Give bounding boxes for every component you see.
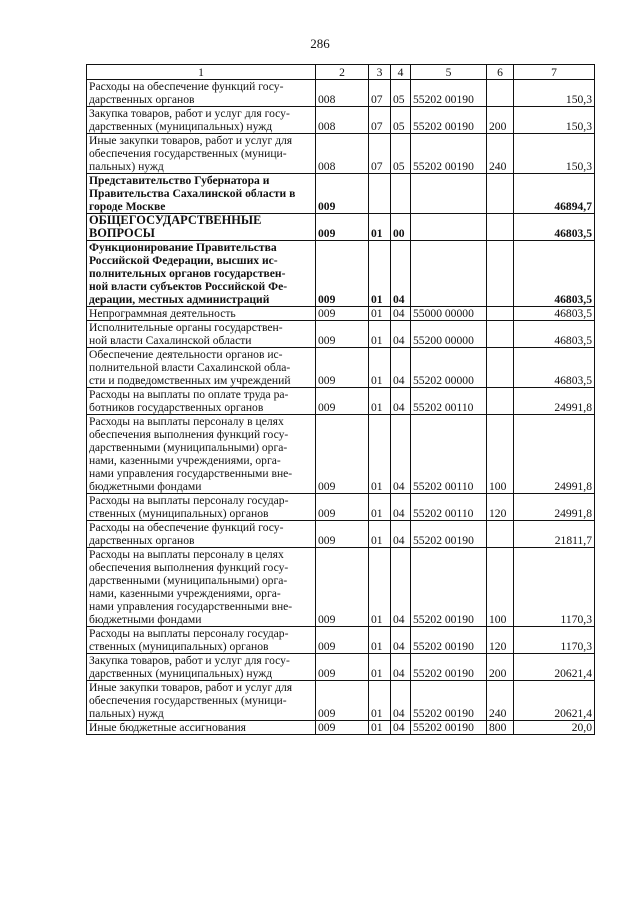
cell-ministry-code: 009 — [316, 388, 369, 415]
cell-subsection-code: 04 — [391, 548, 411, 627]
header-col-2: 2 — [316, 65, 369, 80]
cell-text-line: дерации, местных администраций — [89, 293, 270, 306]
cell-subsection-code: 04 — [391, 321, 411, 348]
cell-section-code: 01 — [369, 214, 391, 241]
cell-expense-name — [87, 80, 316, 107]
page-number: 286 — [310, 36, 330, 51]
cell-target-article-code — [411, 241, 487, 307]
cell-section-code: 01 — [369, 521, 391, 548]
header-col-6: 6 — [487, 65, 514, 80]
cell-subsection-code — [391, 174, 411, 214]
cell-expense-name — [87, 134, 316, 174]
cell-expense-type-code: 120 — [487, 494, 514, 521]
cell-expense-name — [87, 307, 316, 321]
table-row — [87, 348, 595, 388]
cell-section-code: 07 — [369, 80, 391, 107]
cell-expense-name — [87, 107, 316, 134]
cell-subsection-code: 04 — [391, 415, 411, 494]
cell-text-line: Закупка товаров, работ и услуг для госу- — [89, 107, 290, 120]
cell-text-line: пальных) нужд — [89, 160, 164, 173]
cell-text-line: дарственных органов — [89, 534, 195, 547]
cell-subsection-code: 05 — [391, 80, 411, 107]
cell-section-code: 01 — [369, 348, 391, 388]
cell-amount: 150,3 — [514, 134, 595, 174]
cell-expense-type-code — [487, 348, 514, 388]
table-row — [87, 721, 595, 735]
cell-expense-type-code: 240 — [487, 681, 514, 721]
cell-text-line: нами управления государственными вне- — [89, 600, 293, 613]
cell-subsection-code: 04 — [391, 388, 411, 415]
cell-subsection-code: 04 — [391, 721, 411, 735]
header-col-7: 7 — [514, 65, 595, 80]
table-row — [87, 134, 595, 174]
cell-text-line: Расходы на выплаты персоналу в целях — [89, 415, 284, 428]
cell-amount: 24991,8 — [514, 388, 595, 415]
table-row — [87, 174, 595, 214]
cell-amount: 20621,4 — [514, 681, 595, 721]
table-row — [87, 80, 595, 107]
cell-expense-name — [87, 654, 316, 681]
cell-text-line: Расходы на обеспечение функций госу- — [89, 80, 284, 93]
cell-target-article-code: 55202 00110 — [411, 415, 487, 494]
cell-amount: 46894,7 — [514, 174, 595, 214]
cell-amount: 20,0 — [514, 721, 595, 735]
cell-text-line: Исполнительные органы государствен- — [89, 321, 283, 334]
cell-text-line: сти и подведомственных им учреждений — [89, 374, 291, 387]
cell-target-article-code: 55000 00000 — [411, 307, 487, 321]
cell-ministry-code: 009 — [316, 494, 369, 521]
cell-expense-name — [87, 214, 316, 241]
cell-section-code: 01 — [369, 241, 391, 307]
cell-amount: 46803,5 — [514, 307, 595, 321]
cell-subsection-code: 00 — [391, 214, 411, 241]
cell-text-line: дарственных органов — [89, 93, 195, 106]
cell-text-line: Функционирование Правительства — [89, 241, 277, 254]
budget-table — [86, 64, 595, 735]
cell-subsection-code: 04 — [391, 348, 411, 388]
cell-section-code: 01 — [369, 321, 391, 348]
cell-text-line: полнительной власти Сахалинской обла- — [89, 361, 291, 374]
cell-amount: 46803,5 — [514, 321, 595, 348]
cell-expense-type-code — [487, 214, 514, 241]
cell-text-line: Обеспечение деятельности органов ис- — [89, 348, 283, 361]
table-row — [87, 415, 595, 494]
table-row — [87, 548, 595, 627]
cell-ministry-code: 009 — [316, 348, 369, 388]
table-row — [87, 107, 595, 134]
table-row — [87, 654, 595, 681]
cell-ministry-code: 009 — [316, 654, 369, 681]
cell-text-line: нами, казенными учреждениями, орга- — [89, 587, 281, 600]
cell-section-code: 01 — [369, 654, 391, 681]
cell-text-line: Российской Федерации, высших ис- — [89, 254, 278, 267]
cell-subsection-code: 05 — [391, 134, 411, 174]
cell-section-code: 07 — [369, 107, 391, 134]
cell-expense-type-code: 100 — [487, 548, 514, 627]
cell-subsection-code: 04 — [391, 627, 411, 654]
cell-text-line: ственных (муниципальных) органов — [89, 640, 269, 653]
cell-text-line: дарственными (муниципальными) орга- — [89, 574, 288, 587]
cell-text-line: обеспечения выполнения функций госу- — [89, 428, 289, 441]
cell-amount: 46803,5 — [514, 348, 595, 388]
header-col-4: 4 — [391, 65, 411, 80]
cell-subsection-code: 05 — [391, 107, 411, 134]
cell-target-article-code: 55202 00190 — [411, 681, 487, 721]
cell-expense-name — [87, 241, 316, 307]
cell-target-article-code: 55202 00190 — [411, 134, 487, 174]
cell-target-article-code — [411, 174, 487, 214]
cell-amount: 24991,8 — [514, 494, 595, 521]
cell-target-article-code: 55202 00190 — [411, 721, 487, 735]
cell-text-line: дарственными (муниципальными) орга- — [89, 441, 288, 454]
cell-text-line: бюджетными фондами — [89, 613, 202, 626]
cell-expense-type-code: 200 — [487, 654, 514, 681]
cell-ministry-code: 008 — [316, 80, 369, 107]
cell-section-code: 01 — [369, 681, 391, 721]
table-row — [87, 321, 595, 348]
cell-amount: 1170,3 — [514, 548, 595, 627]
cell-expense-name — [87, 174, 316, 214]
cell-amount: 20621,4 — [514, 654, 595, 681]
cell-amount: 46803,5 — [514, 241, 595, 307]
table-row — [87, 627, 595, 654]
cell-text-line: городе Москве — [89, 200, 166, 213]
table-row — [87, 214, 595, 241]
header-col-3: 3 — [369, 65, 391, 80]
cell-ministry-code: 009 — [316, 214, 369, 241]
cell-section-code: 01 — [369, 627, 391, 654]
cell-ministry-code: 009 — [316, 415, 369, 494]
cell-ministry-code: 009 — [316, 627, 369, 654]
cell-amount: 24991,8 — [514, 415, 595, 494]
cell-expense-type-code: 100 — [487, 415, 514, 494]
cell-subsection-code: 04 — [391, 307, 411, 321]
cell-amount: 46803,5 — [514, 214, 595, 241]
cell-expense-type-code — [487, 307, 514, 321]
cell-text-line: Закупка товаров, работ и услуг для госу- — [89, 654, 290, 667]
cell-text-line: нами управления государственными вне- — [89, 467, 293, 480]
cell-text-line: ной власти Сахалинской области — [89, 334, 252, 347]
cell-target-article-code: 55202 00190 — [411, 627, 487, 654]
cell-section-code: 01 — [369, 721, 391, 735]
cell-target-article-code: 55202 00190 — [411, 548, 487, 627]
cell-text-line: Расходы на выплаты по оплате труда ра- — [89, 388, 289, 401]
cell-section-code: 01 — [369, 388, 391, 415]
cell-expense-type-code: 800 — [487, 721, 514, 735]
cell-expense-type-code — [487, 388, 514, 415]
cell-target-article-code: 55202 00110 — [411, 388, 487, 415]
cell-text-line: Расходы на выплаты персоналу государ- — [89, 627, 289, 640]
cell-text-line: Правительства Сахалинской области в — [89, 187, 296, 200]
cell-ministry-code: 009 — [316, 548, 369, 627]
cell-expense-type-code — [487, 521, 514, 548]
cell-expense-name — [87, 415, 316, 494]
table-row — [87, 241, 595, 307]
cell-expense-type-code: 120 — [487, 627, 514, 654]
cell-target-article-code: 55202 00190 — [411, 80, 487, 107]
cell-amount: 1170,3 — [514, 627, 595, 654]
table-row — [87, 388, 595, 415]
cell-text-line: нами, казенными учреждениями, орга- — [89, 454, 281, 467]
cell-expense-name — [87, 521, 316, 548]
cell-text-line: Расходы на выплаты персоналу государ- — [89, 494, 289, 507]
cell-section-code: 01 — [369, 415, 391, 494]
cell-text-line: дарственных (муниципальных) нужд — [89, 667, 273, 680]
cell-ministry-code: 009 — [316, 721, 369, 735]
cell-subsection-code: 04 — [391, 521, 411, 548]
cell-expense-name — [87, 721, 316, 735]
cell-expense-name — [87, 494, 316, 521]
cell-subsection-code: 04 — [391, 681, 411, 721]
cell-expense-name — [87, 348, 316, 388]
cell-text-line: Представительство Губернатора и — [89, 174, 270, 187]
cell-ministry-code: 009 — [316, 174, 369, 214]
cell-text-line: ственных (муниципальных) органов — [89, 507, 269, 520]
cell-ministry-code: 008 — [316, 134, 369, 174]
cell-ministry-code: 009 — [316, 321, 369, 348]
cell-expense-type-code — [487, 80, 514, 107]
cell-target-article-code: 55202 00190 — [411, 521, 487, 548]
cell-amount: 150,3 — [514, 80, 595, 107]
cell-expense-type-code — [487, 174, 514, 214]
cell-target-article-code: 55202 00000 — [411, 348, 487, 388]
cell-text-line: ОБЩЕГОСУДАРСТВЕННЫЕ — [89, 213, 262, 227]
cell-target-article-code — [411, 214, 487, 241]
header-row — [87, 65, 595, 80]
table-row — [87, 494, 595, 521]
cell-expense-name — [87, 321, 316, 348]
cell-section-code: 01 — [369, 307, 391, 321]
cell-text-line: ной власти субъектов Российской Фе- — [89, 280, 288, 293]
cell-ministry-code: 009 — [316, 521, 369, 548]
cell-text-line: Расходы на обеспечение функций госу- — [89, 521, 284, 534]
cell-subsection-code: 04 — [391, 241, 411, 307]
cell-subsection-code: 04 — [391, 494, 411, 521]
cell-text-line: Иные бюджетные ассигнования — [89, 721, 246, 734]
cell-ministry-code: 009 — [316, 307, 369, 321]
cell-text-line: Расходы на выплаты персоналу в целях — [89, 548, 284, 561]
cell-section-code: 07 — [369, 134, 391, 174]
cell-amount: 21811,7 — [514, 521, 595, 548]
cell-target-article-code: 55202 00110 — [411, 494, 487, 521]
cell-target-article-code: 55200 00000 — [411, 321, 487, 348]
cell-text-line: ботников государственных органов — [89, 401, 264, 414]
cell-subsection-code: 04 — [391, 654, 411, 681]
cell-text-line: Иные закупки товаров, работ и услуг для — [89, 134, 293, 147]
table-row — [87, 521, 595, 548]
cell-text-line: дарственных (муниципальных) нужд — [89, 120, 273, 133]
cell-expense-type-code: 240 — [487, 134, 514, 174]
cell-expense-type-code: 200 — [487, 107, 514, 134]
cell-text-line: обеспечения выполнения функций госу- — [89, 561, 289, 574]
cell-target-article-code: 55202 00190 — [411, 654, 487, 681]
cell-section-code: 01 — [369, 548, 391, 627]
cell-text-line: пальных) нужд — [89, 707, 164, 720]
table-row — [87, 681, 595, 721]
cell-text-line: обеспечения государственных (муници- — [89, 694, 287, 707]
cell-text-line: полнительных органов государствен- — [89, 267, 286, 280]
header-col-5: 5 — [411, 65, 487, 80]
cell-ministry-code: 009 — [316, 681, 369, 721]
cell-text-line: Непрограммная деятельность — [89, 307, 236, 320]
cell-amount: 150,3 — [514, 107, 595, 134]
cell-section-code: 01 — [369, 494, 391, 521]
cell-expense-name — [87, 388, 316, 415]
cell-expense-type-code — [487, 321, 514, 348]
cell-text-line: Иные закупки товаров, работ и услуг для — [89, 681, 293, 694]
cell-text-line: ВОПРОСЫ — [89, 226, 155, 240]
cell-expense-name — [87, 681, 316, 721]
cell-ministry-code: 008 — [316, 107, 369, 134]
table-row — [87, 307, 595, 321]
cell-expense-name — [87, 627, 316, 654]
cell-expense-name — [87, 548, 316, 627]
cell-text-line: бюджетными фондами — [89, 480, 202, 493]
cell-text-line: обеспечения государственных (муници- — [89, 147, 287, 160]
cell-expense-type-code — [487, 241, 514, 307]
cell-section-code — [369, 174, 391, 214]
header-col-1: 1 — [87, 65, 316, 80]
cell-ministry-code: 009 — [316, 241, 369, 307]
cell-target-article-code: 55202 00190 — [411, 107, 487, 134]
